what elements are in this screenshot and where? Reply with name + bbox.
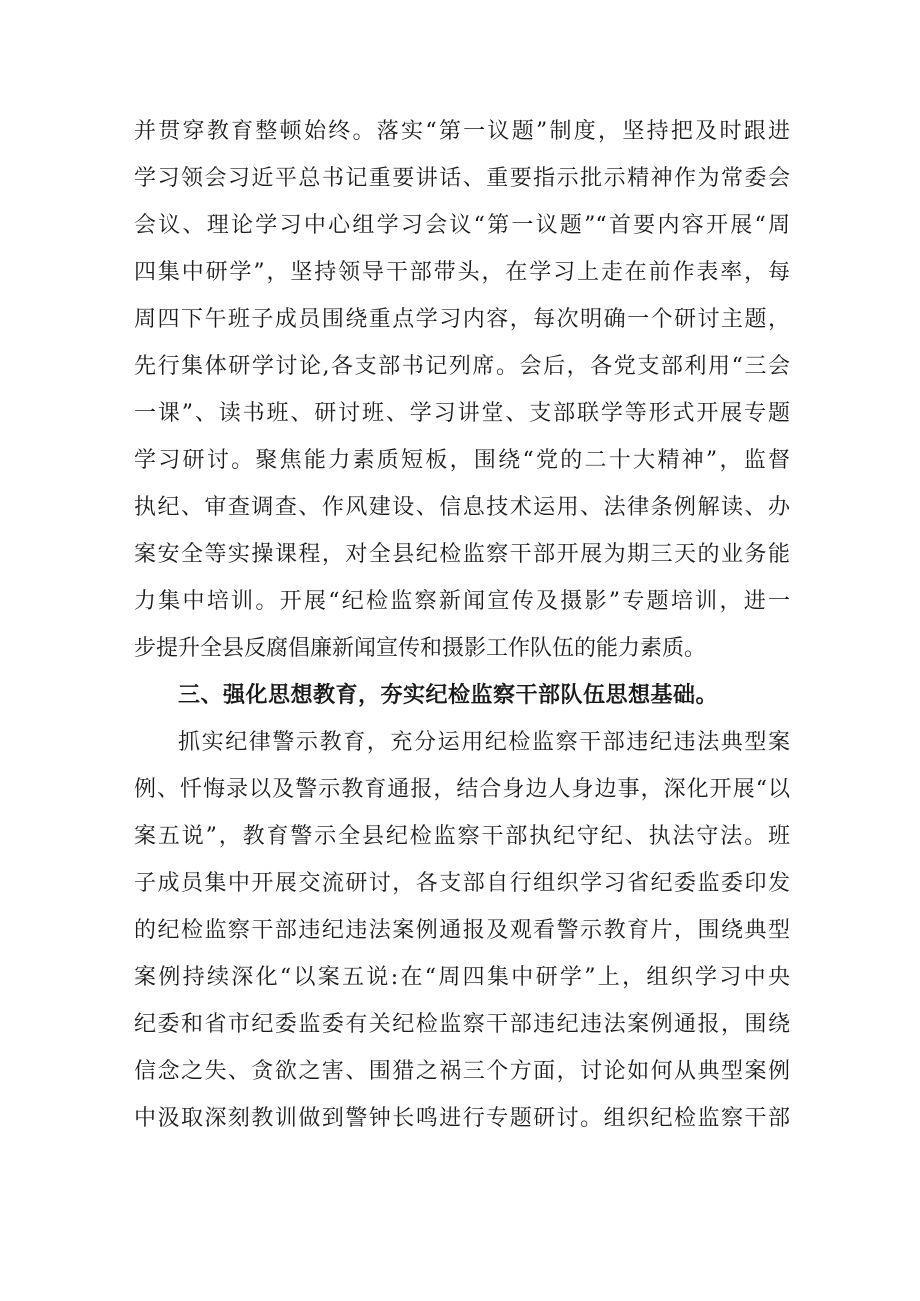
- paragraph-line: 案例持续深化“以案五说:在“周四集中研学”上，组织学习中央: [134, 965, 790, 990]
- paragraph-line: 信念之失、贪欲之害、围猎之祸三个方面，讨论如何从典型案例: [134, 1059, 790, 1084]
- paragraph-line: 例、忏悔录以及警示教育通报，结合身边人身边事，深化开展“以: [134, 777, 790, 802]
- section-heading: 三、强化思想教育，夯实纪检监察干部队伍思想基础。: [178, 683, 719, 708]
- paragraph-line: 中汲取深刻教训做到警钟长鸣进行专题研讨。组织纪检监察干部: [134, 1106, 790, 1131]
- paragraph-line: 会议、理论学习中心组学习会议“第一议题”“首要内容开展“周: [134, 213, 790, 238]
- paragraph-line: 一课”、读书班、研讨班、学习讲堂、支部联学等形式开展专题: [134, 401, 790, 426]
- paragraph-line: 的纪检监察干部违纪违法案例通报及观看警示教育片，围绕典型: [134, 918, 790, 943]
- paragraph-line: 案安全等实操课程，对全县纪检监察干部开展为期三天的业务能: [134, 542, 790, 567]
- paragraph-line: 四集中研学”，坚持领导干部带头，在学习上走在前作表率，每: [134, 260, 790, 285]
- paragraph-line: 子成员集中开展交流研讨，各支部自行组织学习省纪委监委印发: [134, 871, 790, 896]
- paragraph-line: 学习领会习近平总书记重要讲话、重要指示批示精神作为常委会: [134, 166, 790, 191]
- paragraph-line: 步提升全县反腐倡廉新闻宣传和摄影工作队伍的能力素质。: [134, 636, 707, 661]
- paragraph-line: 先行集体研学讨论,各支部书记列席。会后，各党支部利用“三会: [134, 354, 790, 379]
- paragraph-line: 并贯穿教育整顿始终。落实“第一议题”制度，坚持把及时跟进: [134, 119, 790, 144]
- paragraph-line: 执纪、审查调查、作风建设、信息技术运用、法律条例解读、办: [134, 495, 790, 520]
- paragraph-line: 周四下午班子成员围绕重点学习内容，每次明确一个研讨主题，: [134, 307, 790, 332]
- paragraph-line: 纪委和省市纪委监委有关纪检监察干部违纪违法案例通报，围绕: [134, 1012, 790, 1037]
- paragraph-line: 学习研讨。聚焦能力素质短板，围绕“党的二十大精神”，监督: [134, 448, 790, 473]
- paragraph-line: 力集中培训。开展“纪检监察新闻宣传及摄影”专题培训，进一: [134, 589, 790, 614]
- paragraph-line: 案五说”，教育警示全县纪检监察干部执纪守纪、执法守法。班: [134, 824, 790, 849]
- paragraph-line: 抓实纪律警示教育，充分运用纪检监察干部违纪违法典型案: [178, 730, 790, 755]
